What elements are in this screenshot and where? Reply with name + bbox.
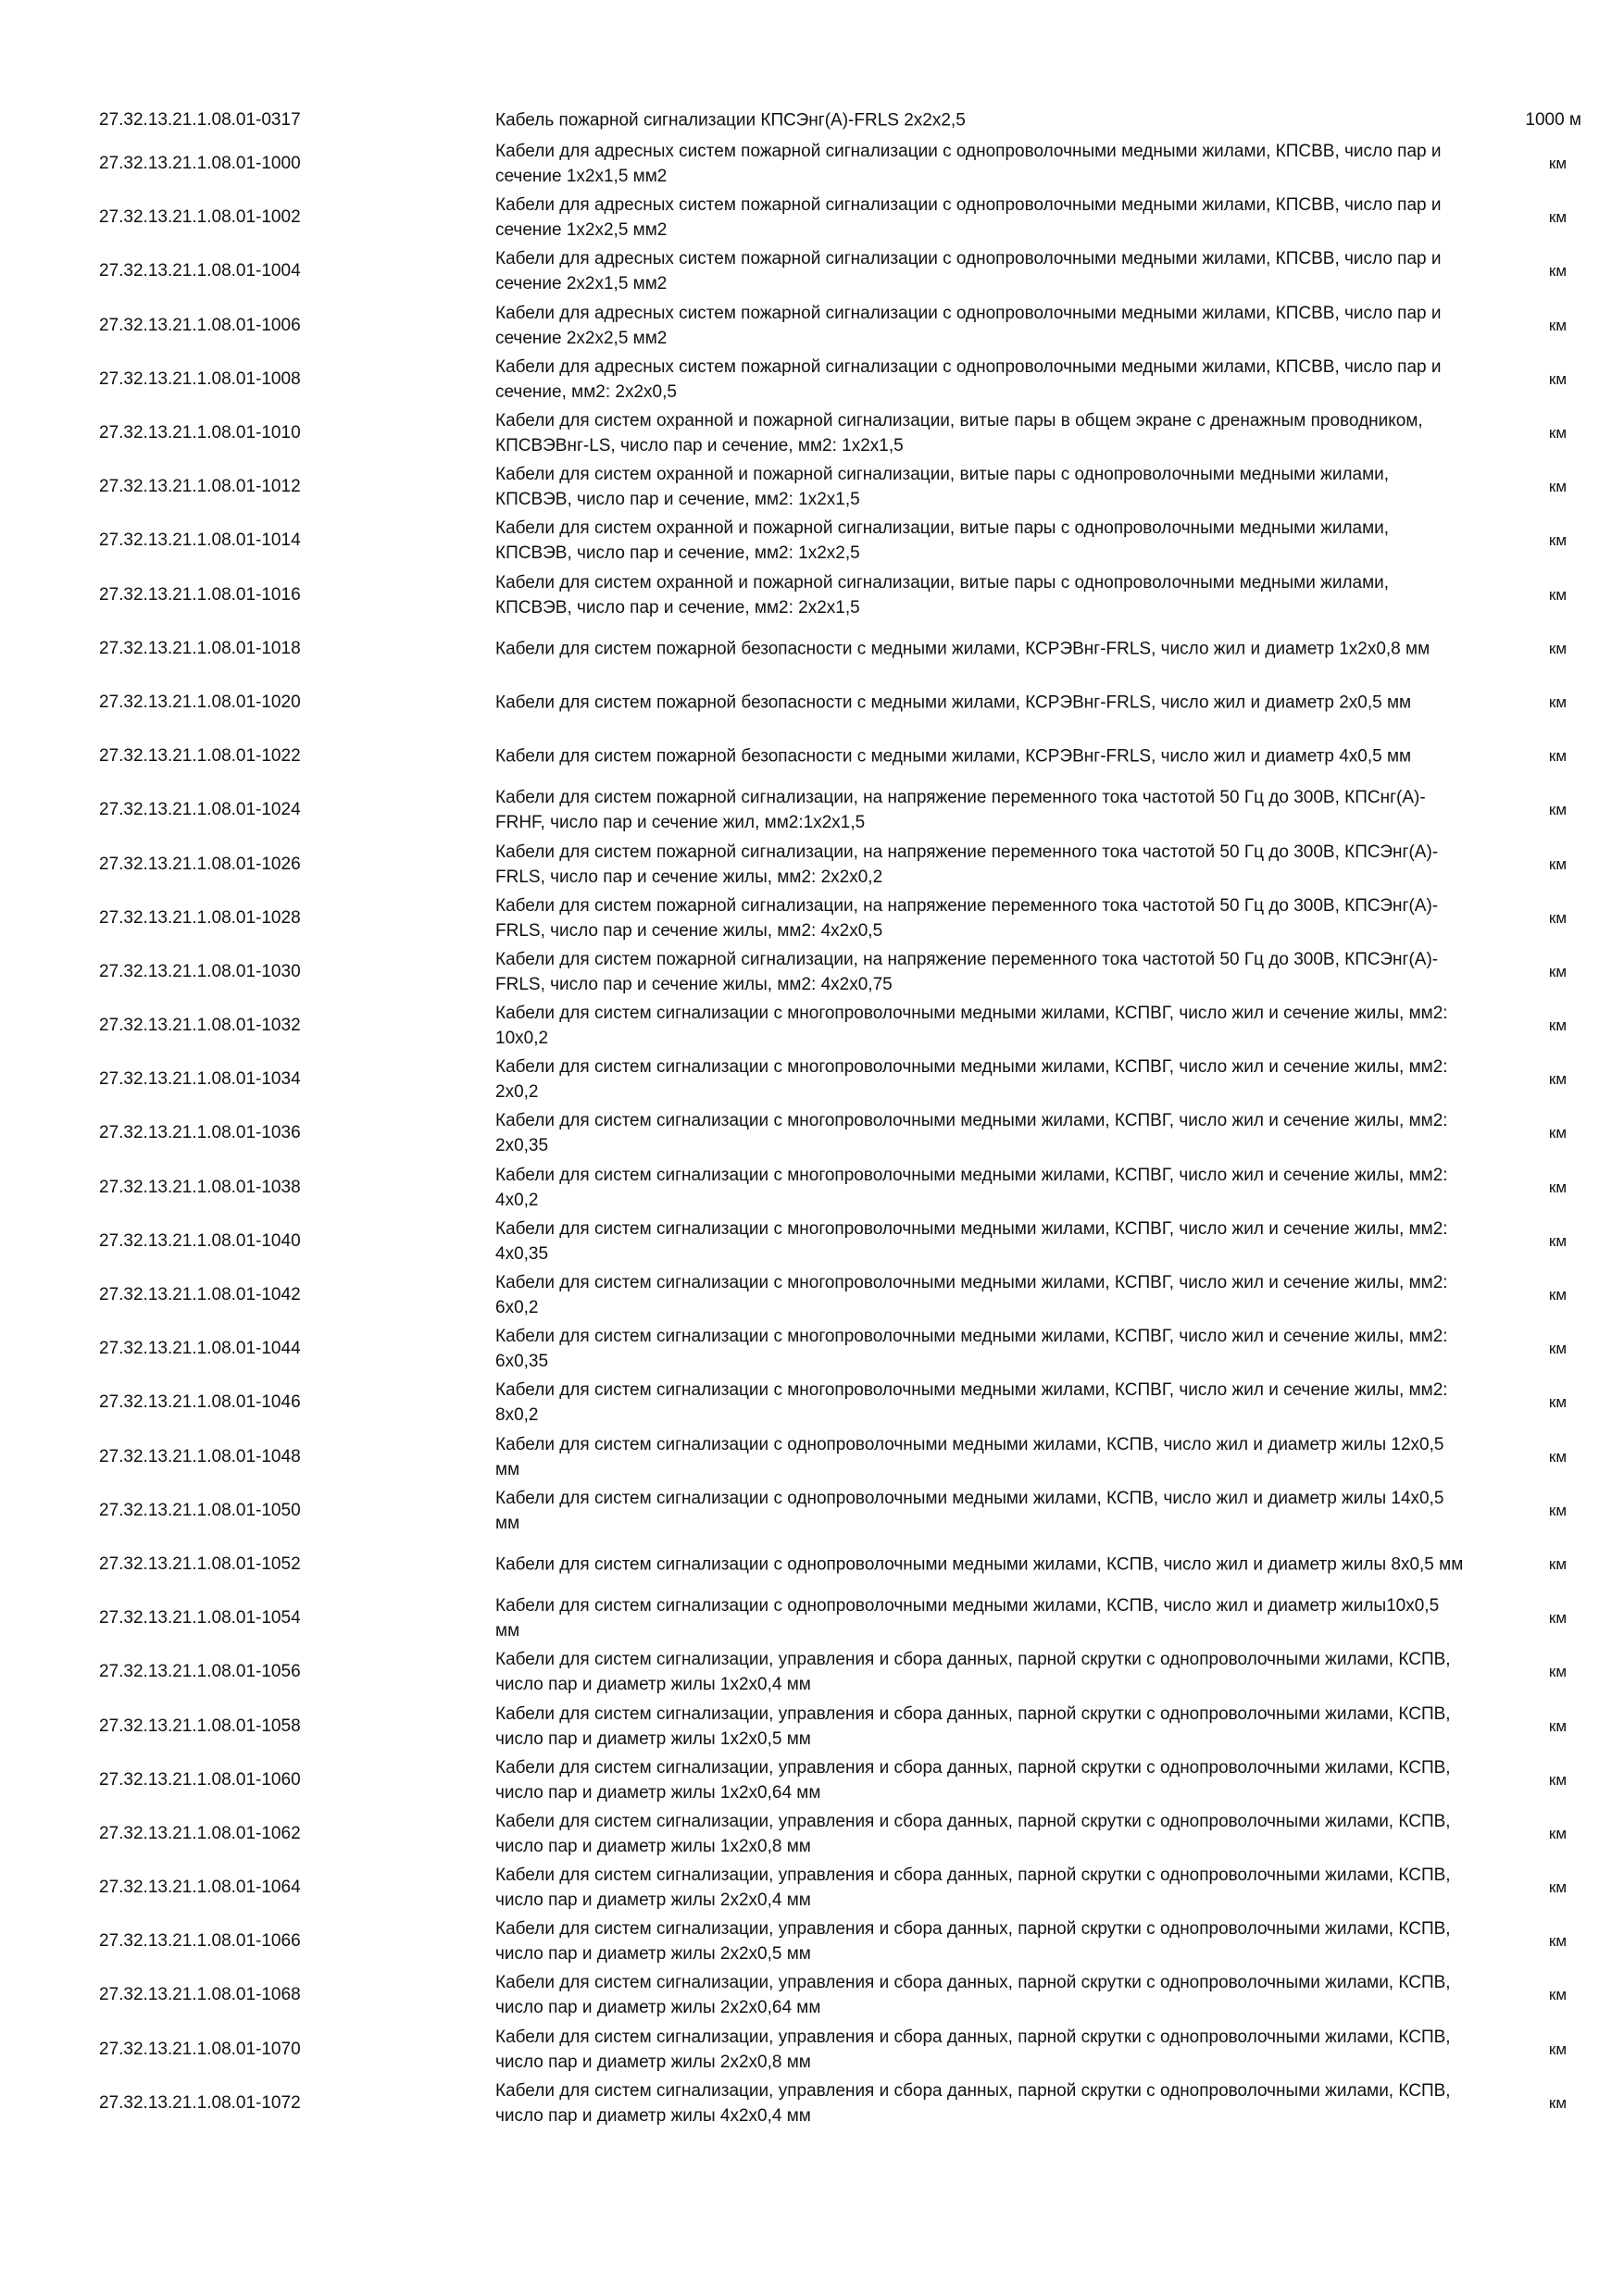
unit-of-measure: км bbox=[1548, 1340, 1567, 1358]
unit-of-measure: км bbox=[1548, 1501, 1567, 1519]
resource-description: Кабели для адресных систем пожарной сигнализации с однопроволочными медными жилами, КПСВВ, число пар и сечение 2х2х2,5 мм2 bbox=[495, 303, 1442, 348]
resource-code: 27.32.13.21.1.08.01-1042 bbox=[99, 1285, 301, 1305]
unit-of-measure: км bbox=[1548, 1017, 1567, 1035]
unit-of-measure: км bbox=[1548, 1231, 1567, 1250]
unit-of-measure: км bbox=[1548, 316, 1567, 334]
table-row bbox=[0, 1215, 1624, 1268]
resource-code: 27.32.13.21.1.08.01-1026 bbox=[99, 854, 301, 874]
resource-description: Кабели для систем пожарной сигнализации, на напряжение переменного тока частотой 50 Гц до 300В, КПСнг(А)-FRHF, число пар и сечение жил, мм2:1х2х1,5 bbox=[495, 788, 1426, 833]
table-row bbox=[0, 1053, 1624, 1106]
resource-description: Кабели для систем сигнализации с многопроволочными медными жилами, КСПВГ, число жил и сечение жилы, мм2: 4х0,35 bbox=[495, 1218, 1448, 1264]
unit-of-measure: км bbox=[1548, 531, 1567, 550]
table-row bbox=[0, 137, 1624, 191]
unit-of-measure: км bbox=[1548, 639, 1567, 657]
resource-description: Кабели для систем сигнализации, управления и сбора данных, парной скрутки с однопроволочными жилами, КСПВ, число пар и диаметр жилы 1х2х0,64 мм bbox=[495, 1757, 1451, 1803]
unit-of-measure: км bbox=[1548, 1824, 1567, 1842]
table-row bbox=[0, 1753, 1624, 1807]
resource-code: 27.32.13.21.1.08.01-1016 bbox=[99, 584, 301, 605]
unit-of-measure: км bbox=[1548, 1393, 1567, 1412]
resource-description: Кабели для систем пожарной безопасности с медными жилами, КСРЭВнг-FRLS, число жил и диаметр 4х0,5 мм bbox=[495, 746, 1412, 767]
resource-code: 27.32.13.21.1.08.01-1060 bbox=[99, 1769, 301, 1790]
resource-description: Кабели для адресных систем пожарной сигнализации с однопроволочными медными жилами, КПСВВ, число пар и сечение 1х2х1,5 мм2 bbox=[495, 142, 1442, 187]
resource-description: Кабели для систем охранной и пожарной сигнализации, витые пары с однопроволочными медными жилами, КПСВЭВ, число пар и сечение, мм2: 2х2х1,5 bbox=[495, 572, 1390, 618]
unit-of-measure: км bbox=[1548, 1716, 1567, 1735]
unit-of-measure: км bbox=[1548, 1609, 1567, 1628]
unit-of-measure: км bbox=[1548, 1878, 1567, 1897]
unit-of-measure: км bbox=[1548, 1663, 1567, 1681]
resource-description: Кабели для систем сигнализации с однопроволочными медными жилами, КСПВ, число жил и диаметр жилы10х0,5 мм bbox=[495, 1596, 1440, 1641]
resource-code: 27.32.13.21.1.08.01-1012 bbox=[99, 477, 301, 497]
table-row bbox=[0, 783, 1624, 837]
table-row bbox=[0, 1430, 1624, 1484]
resource-description: Кабели для систем сигнализации с однопроволочными медными жилами, КСПВ, число жил и диаметр жилы 14х0,5 мм bbox=[495, 1488, 1444, 1533]
table-row bbox=[0, 730, 1624, 783]
table-row bbox=[0, 1968, 1624, 2022]
table-row bbox=[0, 1161, 1624, 1215]
resource-description: Кабели для систем сигнализации, управления и сбора данных, парной скрутки с однопроволочными жилами, КСПВ, число пар и диаметр жилы 1х2х0,8 мм bbox=[495, 1811, 1451, 1856]
resource-code: 27.32.13.21.1.08.01-1024 bbox=[99, 800, 301, 820]
resource-code: 27.32.13.21.1.08.01-1006 bbox=[99, 315, 301, 335]
unit-of-measure: км bbox=[1548, 424, 1567, 443]
unit-of-measure: км bbox=[1548, 855, 1567, 873]
resource-code: 27.32.13.21.1.08.01-1044 bbox=[99, 1339, 301, 1359]
resource-description: Кабели для систем пожарной сигнализации, на напряжение переменного тока частотой 50 Гц до 300В, КПСЭнг(А)-FRLS, число пар и сечение жилы, мм2: 4х2х0,75 bbox=[495, 949, 1439, 994]
resource-description: Кабели для систем сигнализации с многопроволочными медными жилами, КСПВГ, число жил и сечение жилы, мм2: 6х0,35 bbox=[495, 1327, 1448, 1372]
resource-description: Кабели для систем пожарной сигнализации, на напряжение переменного тока частотой 50 Гц до 300В, КПСЭнг(А)-FRLS, число пар и сечение жилы, мм2: 4х2х0,5 bbox=[495, 895, 1439, 941]
table-row bbox=[0, 1106, 1624, 1160]
unit-of-measure: км bbox=[1548, 1070, 1567, 1089]
resource-code: 27.32.13.21.1.08.01-1072 bbox=[99, 2092, 301, 2113]
resource-code: 27.32.13.21.1.08.01-1050 bbox=[99, 1500, 301, 1520]
unit-of-measure: км bbox=[1548, 369, 1567, 388]
table-row bbox=[0, 104, 1624, 137]
unit-of-measure: км bbox=[1548, 478, 1567, 496]
resource-code: 27.32.13.21.1.08.01-1058 bbox=[99, 1716, 301, 1736]
resource-description: Кабели для систем сигнализации с многопроволочными медными жилами, КСПВГ, число жил и сечение жилы, мм2: 8х0,2 bbox=[495, 1380, 1448, 1426]
unit-of-measure: км bbox=[1548, 801, 1567, 819]
resource-code: 27.32.13.21.1.08.01-1038 bbox=[99, 1177, 301, 1197]
unit-of-measure: км bbox=[1548, 1932, 1567, 1951]
resource-code: 27.32.13.21.1.08.01-1008 bbox=[99, 368, 301, 389]
resource-description: Кабели для систем сигнализации, управления и сбора данных, парной скрутки с однопроволочными жилами, КСПВ, число пар и диаметр жилы 2х2х0,5 мм bbox=[495, 1919, 1451, 1965]
resource-description: Кабель пожарной сигнализации КПСЭнг(А)-FRLS 2х2х2,5 bbox=[495, 110, 966, 131]
table-row bbox=[0, 999, 1624, 1053]
resource-description: Кабели для систем сигнализации, управления и сбора данных, парной скрутки с однопроволочными жилами, КСПВ, число пар и диаметр жилы 2х2х0,4 мм bbox=[495, 1866, 1451, 1911]
table-row bbox=[0, 622, 1624, 676]
resource-code: 27.32.13.21.1.08.01-1066 bbox=[99, 1931, 301, 1952]
table-row bbox=[0, 353, 1624, 406]
resource-description: Кабели для адресных систем пожарной сигнализации с однопроволочными медными жилами, КПСВВ, число пар и сечение 1х2х2,5 мм2 bbox=[495, 195, 1442, 241]
resource-description: Кабели для систем сигнализации с однопроволочными медными жилами, КСПВ, число жил и диаметр жилы 8х0,5 мм bbox=[495, 1554, 1464, 1575]
table-row bbox=[0, 1699, 1624, 1753]
table-row bbox=[0, 1645, 1624, 1699]
table-row bbox=[0, 1538, 1624, 1591]
unit-of-measure: км bbox=[1548, 155, 1567, 173]
resource-description: Кабели для адресных систем пожарной сигнализации с однопроволочными медными жилами, КПСВВ, число пар и сечение, мм2: 2х2х0,5 bbox=[495, 356, 1442, 402]
resource-description: Кабели для систем сигнализации с многопроволочными медными жилами, КСПВГ, число жил и сечение жилы, мм2: 2х0,2 bbox=[495, 1057, 1448, 1103]
resource-description: Кабели для систем пожарной сигнализации, на напряжение переменного тока частотой 50 Гц до 300В, КПСЭнг(А)-FRLS, число пар и сечение жилы, мм2: 2х2х0,2 bbox=[495, 842, 1439, 887]
table-row bbox=[0, 1322, 1624, 1376]
resource-code: 27.32.13.21.1.08.01-1028 bbox=[99, 907, 301, 928]
resource-description: Кабели для систем сигнализации с многопроволочными медными жилами, КСПВГ, число жил и сечение жилы, мм2: 2х0,35 bbox=[495, 1111, 1448, 1156]
resource-code: 27.32.13.21.1.08.01-1054 bbox=[99, 1608, 301, 1628]
resource-code: 27.32.13.21.1.08.01-1032 bbox=[99, 1016, 301, 1036]
table-row bbox=[0, 1807, 1624, 1861]
table-row bbox=[0, 1268, 1624, 1322]
unit-of-measure: км bbox=[1548, 1178, 1567, 1196]
unit-of-measure: км bbox=[1548, 1447, 1567, 1466]
table-row bbox=[0, 1376, 1624, 1429]
resource-description: Кабели для систем охранной и пожарной сигнализации, витые пары с однопроволочными медными жилами, КПСВЭВ, число пар и сечение, мм2: 1х2х1,5 bbox=[495, 465, 1390, 510]
resource-description: Кабели для систем сигнализации, управления и сбора данных, парной скрутки с однопроволочными жилами, КСПВ, число пар и диаметр жилы 4х2х0,4 мм bbox=[495, 2080, 1451, 2126]
unit-of-measure: км bbox=[1548, 693, 1567, 711]
unit-of-measure: км bbox=[1548, 2093, 1567, 2112]
resource-code: 27.32.13.21.1.08.01-1000 bbox=[99, 154, 301, 174]
resource-code: 27.32.13.21.1.08.01-1002 bbox=[99, 207, 301, 228]
unit-of-measure: км bbox=[1548, 908, 1567, 927]
table-row bbox=[0, 1484, 1624, 1538]
resource-code: 27.32.13.21.1.08.01-1062 bbox=[99, 1823, 301, 1843]
resource-code: 27.32.13.21.1.08.01-1048 bbox=[99, 1446, 301, 1466]
unit-of-measure: км bbox=[1548, 1124, 1567, 1142]
table-row bbox=[0, 244, 1624, 298]
resource-code: 27.32.13.21.1.08.01-1004 bbox=[99, 261, 301, 281]
unit-of-measure: км bbox=[1548, 1770, 1567, 1789]
unit-of-measure: км bbox=[1548, 747, 1567, 766]
resource-code: 27.32.13.21.1.08.01-1014 bbox=[99, 530, 301, 551]
unit-of-measure: км bbox=[1548, 1986, 1567, 2004]
unit-of-measure: 1000 м bbox=[1525, 110, 1581, 130]
unit-of-measure: км bbox=[1548, 2040, 1567, 2058]
table-row bbox=[0, 299, 1624, 353]
resource-description: Кабели для систем охранной и пожарной сигнализации, витые пары с однопроволочными медными жилами, КПСВЭВ, число пар и сечение, мм2: 1х2х2,5 bbox=[495, 518, 1390, 564]
resource-code: 27.32.13.21.1.08.01-1010 bbox=[99, 423, 301, 443]
resource-code: 27.32.13.21.1.08.01-1022 bbox=[99, 746, 301, 767]
resource-description: Кабели для систем сигнализации с однопроволочными медными жилами, КСПВ, число жил и диаметр жилы 12х0,5 мм bbox=[495, 1434, 1444, 1479]
table-row bbox=[0, 676, 1624, 730]
resource-description: Кабели для систем сигнализации, управления и сбора данных, парной скрутки с однопроволочными жилами, КСПВ, число пар и диаметр жилы 1х2х0,5 мм bbox=[495, 1703, 1451, 1749]
unit-of-measure: км bbox=[1548, 208, 1567, 227]
resource-code: 27.32.13.21.1.08.01-1018 bbox=[99, 638, 301, 658]
table-row bbox=[0, 514, 1624, 568]
resource-code: 27.32.13.21.1.08.01-1020 bbox=[99, 692, 301, 712]
unit-of-measure: км bbox=[1548, 585, 1567, 604]
resource-description: Кабели для систем сигнализации, управления и сбора данных, парной скрутки с однопроволочными жилами, КСПВ, число пар и диаметр жилы 1х2х0,4 мм bbox=[495, 1650, 1451, 1695]
resource-code: 27.32.13.21.1.08.01-1070 bbox=[99, 2039, 301, 2059]
table-row bbox=[0, 1861, 1624, 1915]
resource-description: Кабели для систем сигнализации с многопроволочными медными жилами, КСПВГ, число жил и сечение жилы, мм2: 4х0,2 bbox=[495, 1165, 1448, 1210]
table-row bbox=[0, 1915, 1624, 1968]
table-row bbox=[0, 1591, 1624, 1645]
table-row bbox=[0, 406, 1624, 460]
resource-code: 27.32.13.21.1.08.01-1052 bbox=[99, 1554, 301, 1574]
resource-description: Кабели для систем сигнализации, управления и сбора данных, парной скрутки с однопроволочными жилами, КСПВ, число пар и диаметр жилы 2х2х0,8 мм bbox=[495, 2027, 1451, 2072]
resource-table bbox=[0, 104, 1624, 2130]
resource-code: 27.32.13.21.1.08.01-1046 bbox=[99, 1392, 301, 1413]
unit-of-measure: км bbox=[1548, 262, 1567, 281]
resource-code: 27.32.13.21.1.08.01-1036 bbox=[99, 1123, 301, 1143]
resource-code: 27.32.13.21.1.08.01-1068 bbox=[99, 1985, 301, 2005]
resource-description: Кабели для адресных систем пожарной сигнализации с однопроволочными медными жилами, КПСВВ, число пар и сечение 2х2х1,5 мм2 bbox=[495, 249, 1442, 294]
table-row bbox=[0, 191, 1624, 244]
table-row bbox=[0, 2023, 1624, 2077]
table-row bbox=[0, 837, 1624, 891]
resource-description: Кабели для систем сигнализации с многопроволочными медными жилами, КСПВГ, число жил и сечение жилы, мм2: 6х0,2 bbox=[495, 1273, 1448, 1318]
unit-of-measure: км bbox=[1548, 1554, 1567, 1573]
resource-description: Кабели для систем сигнализации, управления и сбора данных, парной скрутки с однопроволочными жилами, КСПВ, число пар и диаметр жилы 2х2х0,64 мм bbox=[495, 1973, 1451, 2018]
table-row bbox=[0, 568, 1624, 622]
table-row bbox=[0, 460, 1624, 514]
resource-code: 27.32.13.21.1.08.01-1064 bbox=[99, 1878, 301, 1898]
resource-code: 27.32.13.21.1.08.01-1056 bbox=[99, 1662, 301, 1682]
unit-of-measure: км bbox=[1548, 962, 1567, 980]
unit-of-measure: км bbox=[1548, 1286, 1567, 1304]
resource-description: Кабели для систем пожарной безопасности с медными жилами, КСРЭВнг-FRLS, число жил и диаметр 1х2х0,8 мм bbox=[495, 639, 1430, 659]
table-row bbox=[0, 892, 1624, 945]
table-row bbox=[0, 945, 1624, 999]
resource-code: 27.32.13.21.1.08.01-1030 bbox=[99, 961, 301, 981]
resource-code: 27.32.13.21.1.08.01-1034 bbox=[99, 1069, 301, 1090]
resource-description: Кабели для систем сигнализации с многопроволочными медными жилами, КСПВГ, число жил и сечение жилы, мм2: 10х0,2 bbox=[495, 1004, 1448, 1049]
resource-description: Кабели для систем охранной и пожарной сигнализации, витые пары в общем экране с дренажным проводником, КПСВЭВнг-LS, число пар и сечение, мм2: 1х2х1,5 bbox=[495, 411, 1423, 456]
table-row bbox=[0, 2077, 1624, 2130]
resource-code: 27.32.13.21.1.08.01-0317 bbox=[99, 110, 301, 130]
resource-description: Кабели для систем пожарной безопасности с медными жилами, КСРЭВнг-FRLS, число жил и диаметр 2х0,5 мм bbox=[495, 693, 1412, 713]
resource-code: 27.32.13.21.1.08.01-1040 bbox=[99, 1230, 301, 1251]
